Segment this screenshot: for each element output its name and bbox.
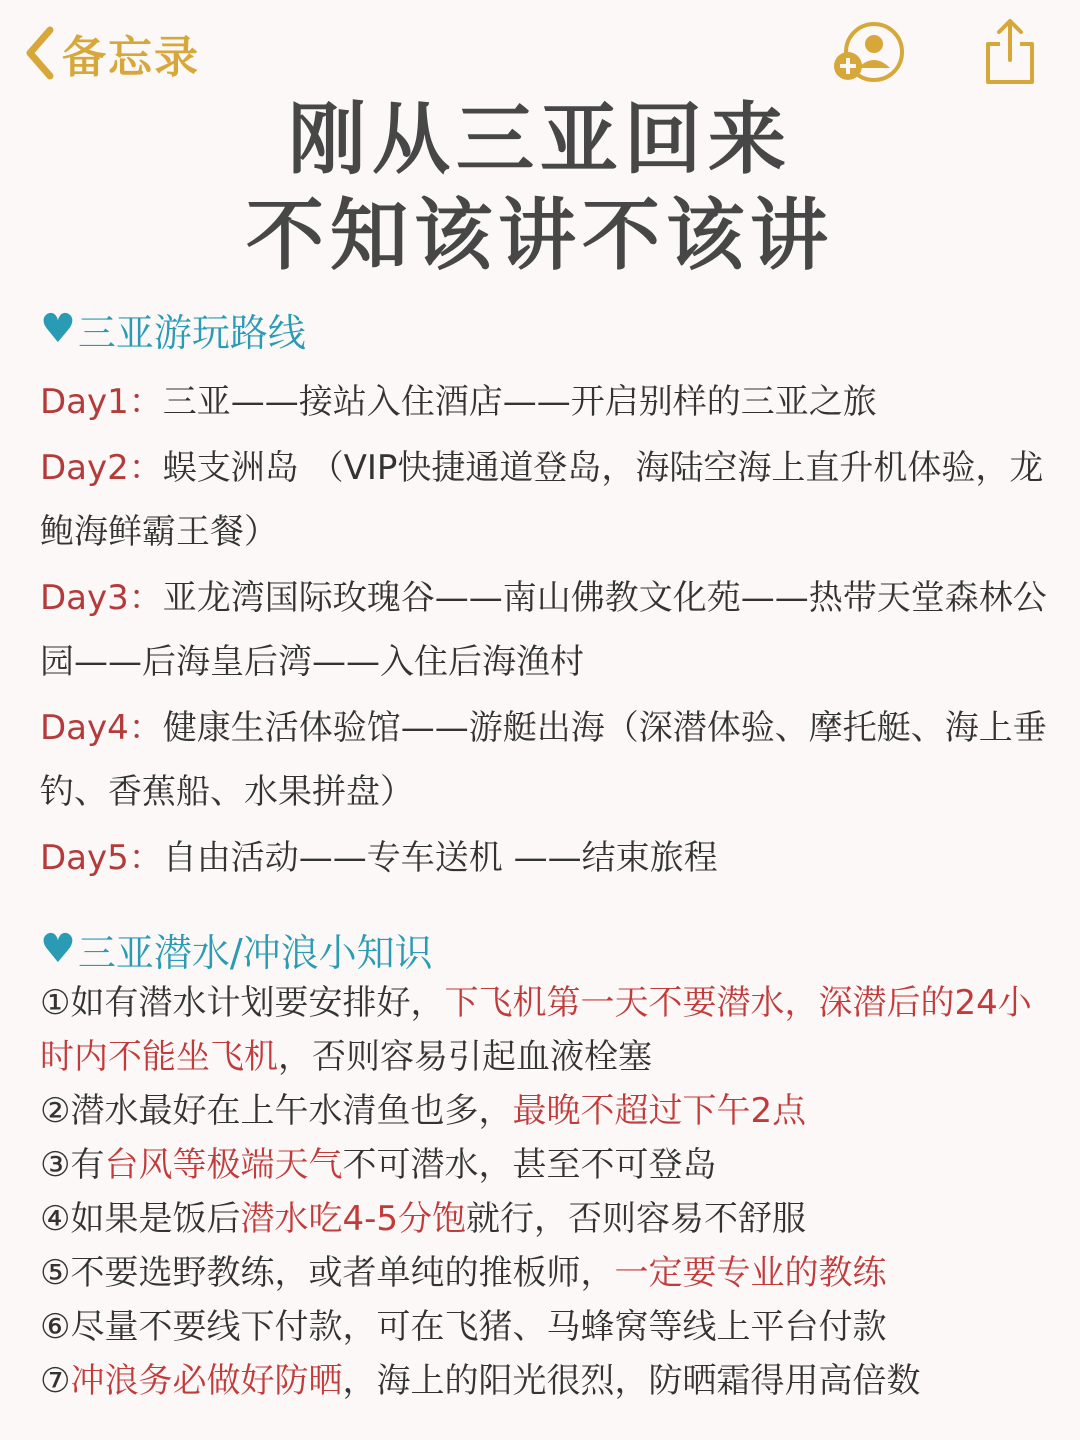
tip-text: ⑤不要选野教练，或者单纯的推板师， (40, 1253, 615, 1293)
tip-text: ④如果是饭后 (40, 1199, 241, 1239)
tip-item (40, 1192, 1050, 1246)
section-heading-text: 三亚游玩路线 (77, 310, 306, 355)
day-label: Day5： (40, 838, 163, 878)
day-label: Day4： (40, 708, 163, 748)
route-item (40, 436, 1050, 564)
route-text: 自由活动——专车送机 ——结束旅程 (162, 838, 718, 878)
tip-text: 不可潜水，甚至不可登岛 (342, 1145, 717, 1185)
tip-highlight: 台风等极端天气 (104, 1145, 343, 1185)
tip-highlight: 一定要专业的教练 (614, 1253, 887, 1293)
chevron-left-icon (22, 24, 56, 82)
tip-highlight: 下飞机第一天不要潜水，深潜后的24小时内不能坐飞机 (40, 983, 1032, 1077)
route-text: 健康生活体验馆——游艇出海（深潜体验、摩托艇、海上垂钓、香蕉船、水果拼盘） (40, 708, 1047, 812)
tip-text: ，海上的阳光很烈，防晒霜得用高倍数 (342, 1361, 921, 1401)
tip-text: ①如有潜水计划要安排好， (40, 983, 445, 1023)
tip-highlight: 冲浪务必做好防晒 (70, 1361, 343, 1401)
tip-text: ③有 (40, 1145, 105, 1185)
section-heading-text: 三亚潜水/冲浪小知识 (77, 930, 433, 975)
day-label: Day3： (40, 578, 163, 618)
route-text: 亚龙湾国际玫瑰谷——南山佛教文化苑——热带天堂森林公园——后海皇后湾——入住后海渔村 (40, 578, 1047, 682)
tip-text: ⑦ (40, 1361, 71, 1401)
tip-text: ，否则容易引起血液栓塞 (278, 1037, 652, 1077)
day-label: Day2： (40, 448, 163, 488)
tip-item (40, 1354, 1050, 1408)
add-people-button[interactable] (832, 20, 908, 86)
tip-item (40, 1300, 1050, 1354)
title-line-2: 不知该讲不该讲 (245, 191, 834, 281)
tip-text: ⑥尽量不要线下付款，可在飞猪、马蜂窝等线上平台付款 (40, 1307, 887, 1347)
add-person-icon (832, 71, 908, 90)
tip-highlight: 最晚不超过下午2点 (512, 1091, 807, 1131)
heart-icon: ♥ (40, 926, 76, 972)
back-button-label: 备忘录 (62, 32, 200, 83)
title-line-1: 刚从三亚回来 (287, 95, 792, 185)
route-list (40, 370, 1050, 892)
route-item (40, 696, 1050, 824)
tip-text: ②潜水最好在上午水清鱼也多， (40, 1091, 513, 1131)
tip-text: 就行，否则容易不舒服 (466, 1199, 807, 1239)
tip-item (40, 976, 1050, 1084)
heart-icon: ♥ (40, 306, 76, 352)
tip-item (40, 1084, 1050, 1138)
route-text: 三亚——接站入住酒店——开启别样的三亚之旅 (162, 382, 877, 422)
route-item (40, 566, 1050, 694)
tip-item (40, 1246, 1050, 1300)
route-text: 蜈支洲岛 （VIP快捷通道登岛，海陆空海上直升机体验，龙鲍海鲜霸王餐） (40, 448, 1044, 552)
tip-highlight: 潜水吃4-5分饱 (240, 1199, 467, 1239)
share-icon (980, 73, 1040, 92)
tip-item (40, 1138, 1050, 1192)
route-item (40, 370, 1050, 434)
tips-list (40, 976, 1050, 1408)
route-item (40, 826, 1050, 890)
section-heading-tips (40, 924, 433, 974)
section-heading-route (40, 304, 306, 354)
share-button[interactable] (980, 14, 1040, 88)
day-label: Day1： (40, 382, 163, 422)
note-title (0, 92, 1080, 284)
back-button[interactable] (22, 22, 200, 84)
